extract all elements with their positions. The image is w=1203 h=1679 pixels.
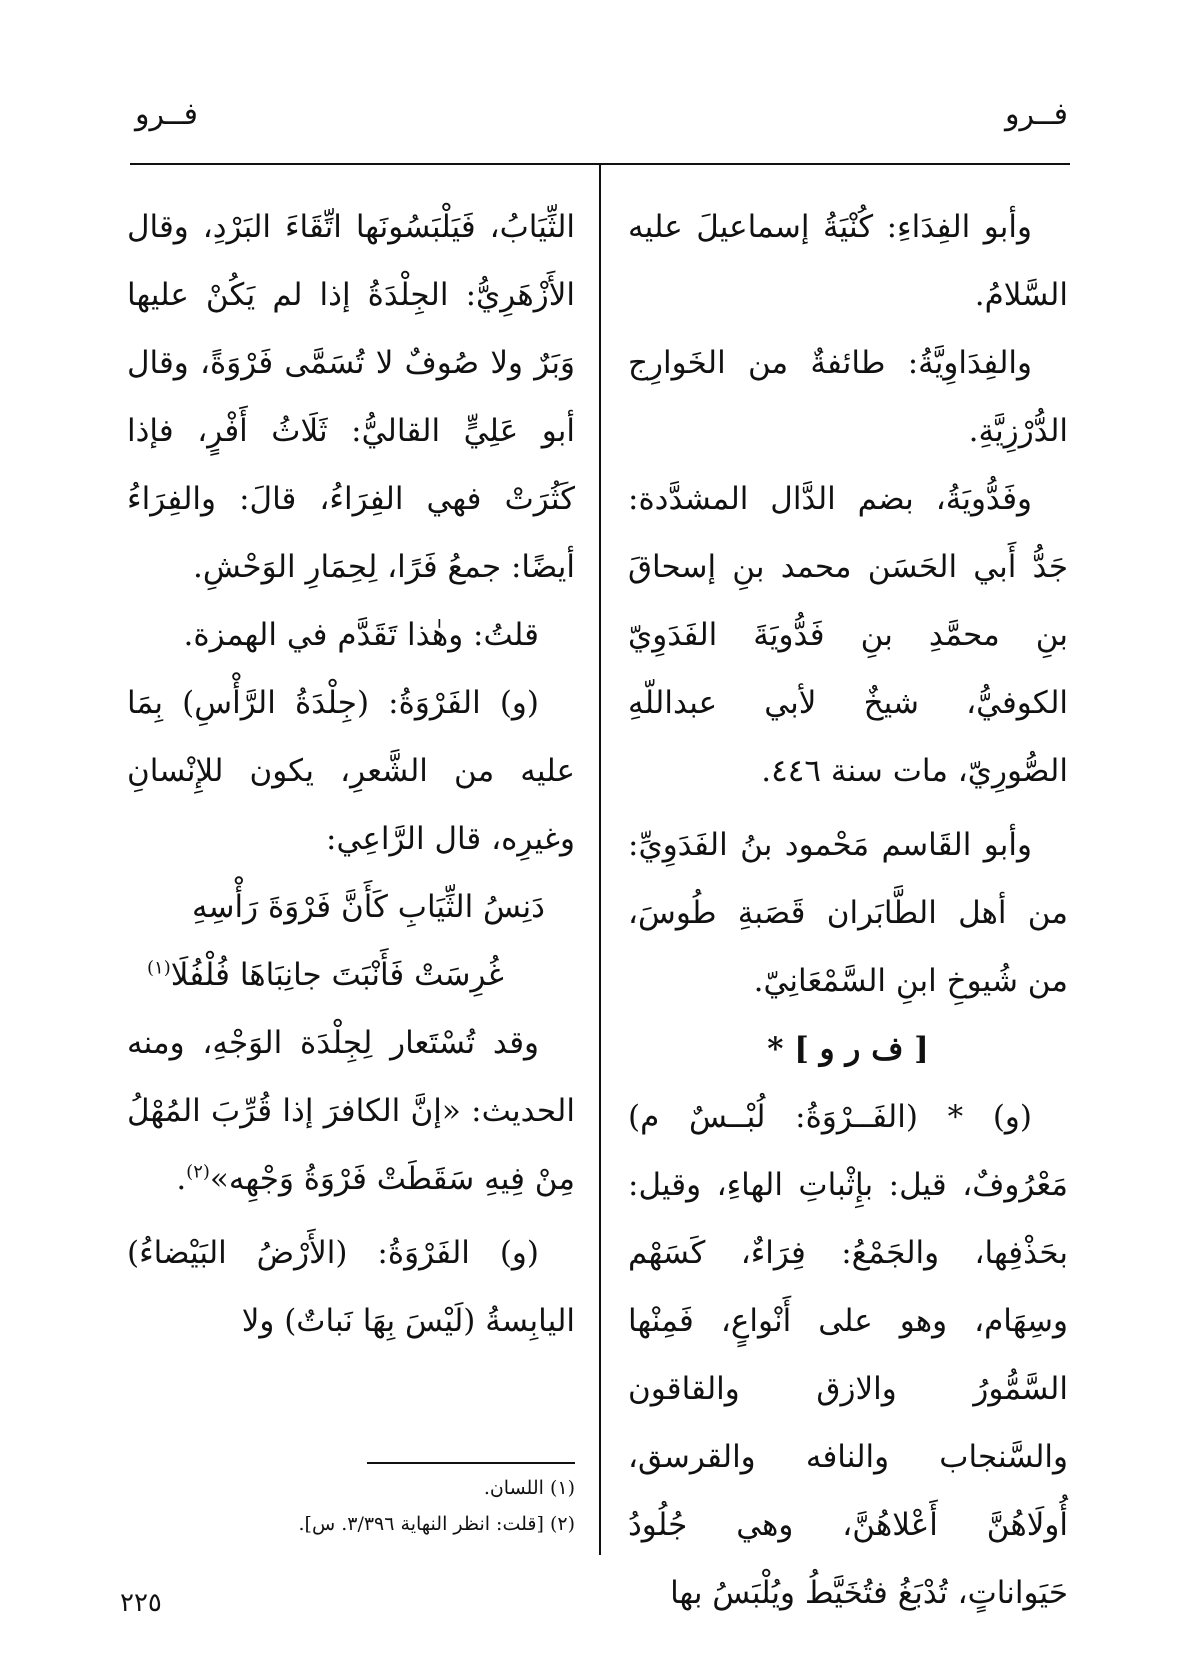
paragraph: (و) * (الفَــرْوَةُ: لُبْــسٌ م) مَعْرُوفٌ، قيل: بإِثْباتِ الهاءِ، وقيل: بحَذْفِها، والجَمْعُ: فِرَاءٌ، كَسَهْم وسِهَام، وهو على أَنْواعٍ، فَمِنْها السَّمُّورُ والازق والقاقون والسَّنجاب والنافه والقرسق، أُولَاهُنَّ أَعْلاهُنَّ، وهي جُلُودُ حَيَواناتٍ، تُدْبَغُ فتُخَيَّطُ ويُلْبَسُ بها xyxy=(628,1099,1068,1611)
footnote-1: (١) اللسان. xyxy=(483,1477,575,1499)
paragraph: قلتُ: وهٰذا تَقَدَّم في الهمزة. xyxy=(183,617,539,653)
running-header-right: فــرو xyxy=(1005,97,1068,132)
footnote-ref: (١) xyxy=(147,957,171,979)
verse-line-2 xyxy=(127,941,575,1009)
paragraph-text: وقد تُسْتَعار لِجِلْدَة الوَجْهِ، ومنه الحديث: «إنَّ الكافرَ إذا قُرِّبَ المُهْلُ مِنْ فِيهِ سَقَطَتْ فَرْوَةُ وَجْهِه» xyxy=(127,1025,575,1197)
running-header-left: فــرو xyxy=(135,97,198,132)
verse-text: غُرِسَتْ فَأَنْبَتَ جانِبَاهَا فُلْفُلَا xyxy=(170,957,504,993)
left-column xyxy=(127,193,575,1355)
page-number: ٢٢٥ xyxy=(120,1588,162,1618)
paragraph: والفِدَاوِيَّةُ: طائفةٌ من الخَوارِج الدُّرْزِيَّةِ. xyxy=(628,345,1068,449)
paragraph: الثِّيَابُ، فَيَلْبَسُونَها اتِّقَاءَ البَرْدِ، وقال الأَزْهَرِيُّ: الجِلْدَةُ إذا لم يَكُنْ عليها وَبَرٌ ولا صُوفٌ لا تُسَمَّى فَرْوَةً، وقال أبو عَلِيٍّ القاليُّ: ثَلَاثُ أَفْرٍ، فإذا كَثُرَتْ فهي الفِرَاءُ، قالَ: والفِرَاءُ أيضًا: جمعُ فَرًا، لِحِمَارِ الوَحْشِ. xyxy=(127,209,575,585)
verse-line-1: دَنِسُ الثِّيَابِ كَأَنَّ فَرْوَةَ رَأْسِهِ xyxy=(191,889,545,925)
column-divider xyxy=(599,165,601,1555)
paragraph: وفَدُّويَةُ، بضم الدَّال المشدَّدة: جَدُّ أَبي الحَسَن محمد بنِ إسحاقَ بنِ محمَّدِ بنِ فَدُّويَةَ الفَدَوِيّ الكوفيُّ، شيخٌ لأبي عبداللّهِ الصُّورِيّ، مات سنة ٤٤٦. xyxy=(628,481,1068,789)
footnote-2: (٢) [قلت: انظر النهاية ٣/٣٩٦. س]. xyxy=(298,1513,575,1535)
paragraph: وأبو الفِدَاءِ: كُنْيَةُ إسماعيلَ عليه السَّلامُ. xyxy=(628,209,1068,313)
right-column xyxy=(628,193,1068,1627)
footnote-ref: (٢) xyxy=(186,1161,210,1183)
paragraph-end: . xyxy=(176,1161,187,1197)
paragraph xyxy=(127,1009,575,1213)
footnotes xyxy=(127,1470,575,1542)
paragraph: (و) الفَرْوَةُ: (الأَرْضُ البَيْضاءُ) اليابِسةُ (لَيْسَ بِهَا نَباتٌ) ولا xyxy=(127,1235,575,1339)
entry-heading: [ ف ر و ] * xyxy=(767,1031,929,1067)
paragraph: وأبو القَاسم مَحْمود بنُ الفَدَوِيِّ: من أهل الطَّابَران قَصَبةِ طُوسَ، من شُيوخِ ابنِ السَّمْعَانِيّ. xyxy=(628,827,1068,999)
paragraph: (و) الفَرْوَةُ: (جِلْدَةُ الرَّأْسِ) بِمَا عليه من الشَّعرِ، يكون للإِنْسانِ وغيرِه، قال الرَّاعِي: xyxy=(127,685,575,857)
footnote-rule xyxy=(367,1462,575,1464)
